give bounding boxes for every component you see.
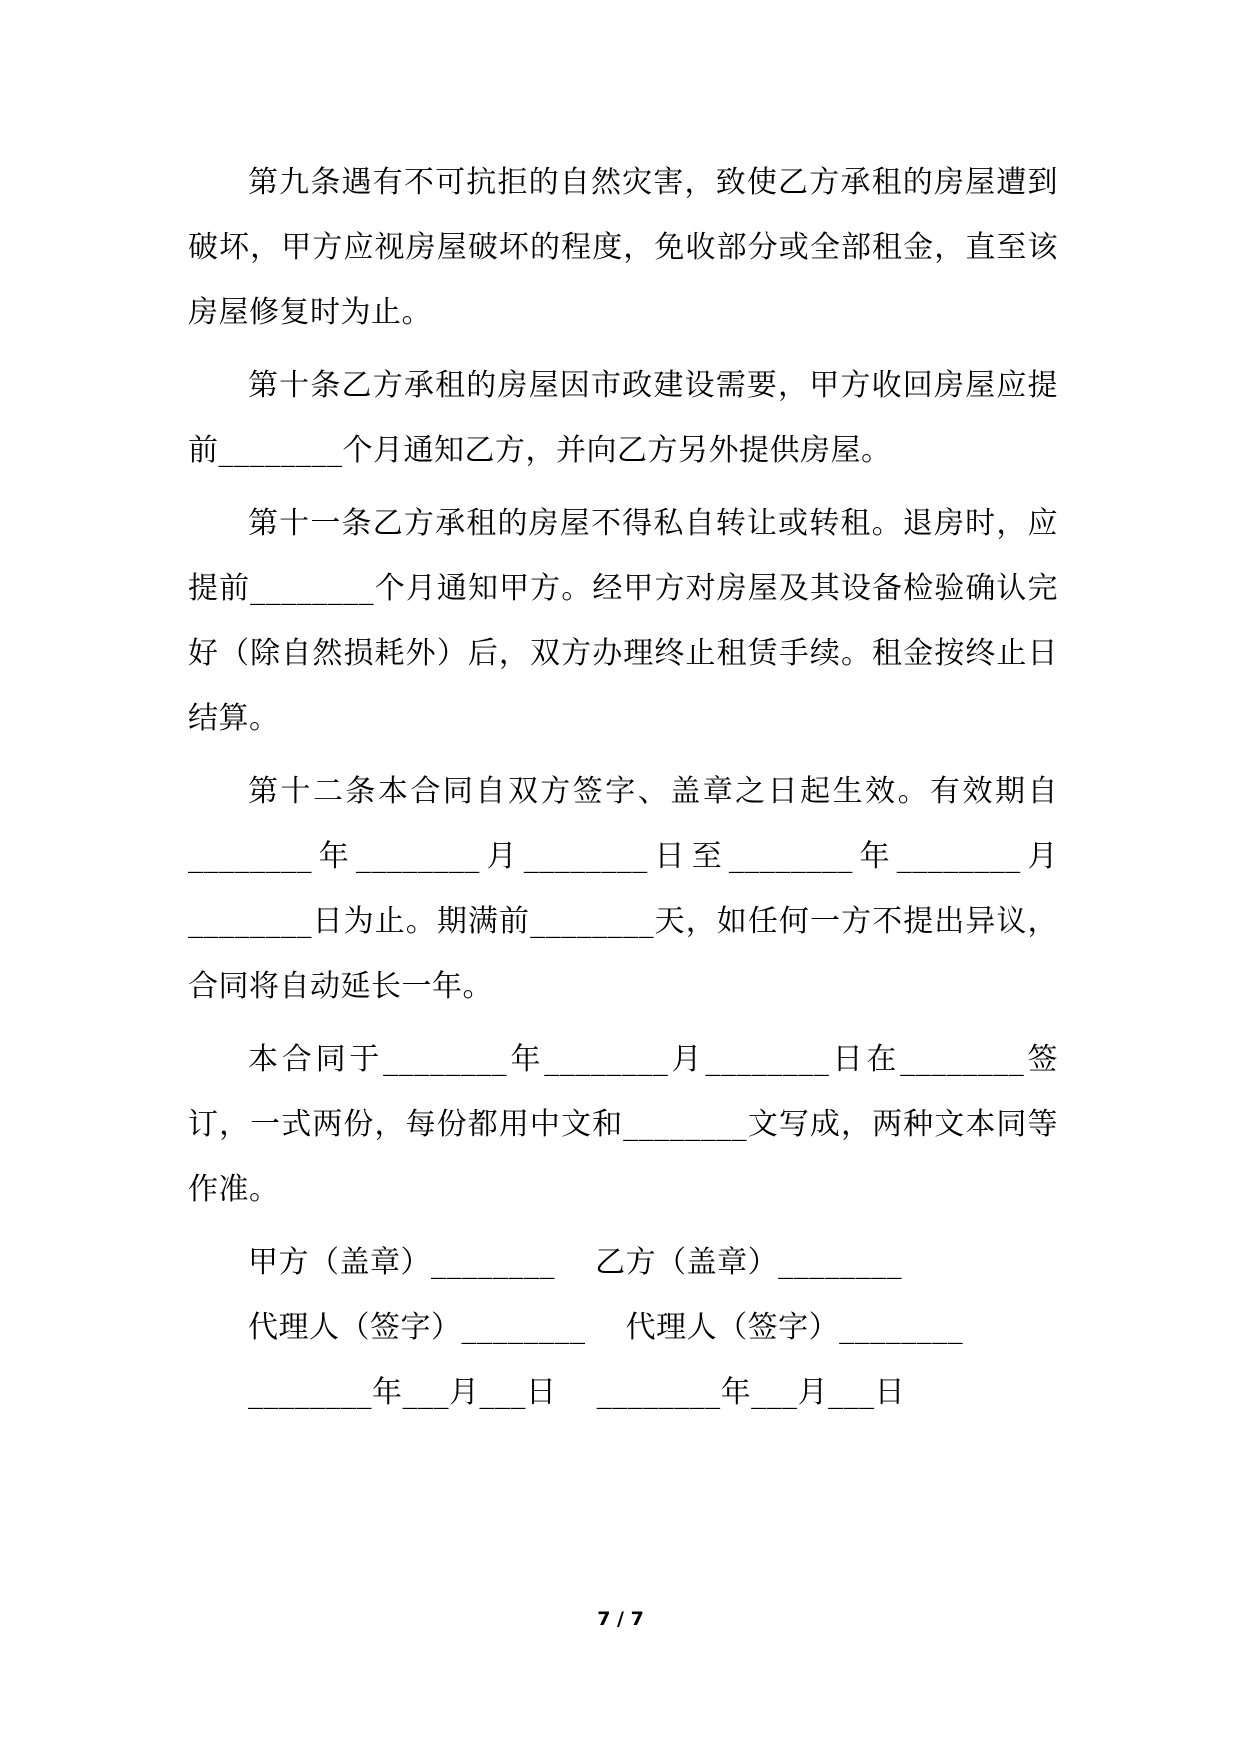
clause-11-paragraph: 第十一条乙方承租的房屋不得私自转让或转租。退房时，应提前________个月通知甲方。经甲方对房屋及其设备检验确认完好（除自然损耗外）后，双方办理终止租赁手续。租金按终止日结算。 xyxy=(188,506,1058,736)
signature-block xyxy=(248,1230,1058,1425)
clause-9-paragraph: 第九条遇有不可抗拒的自然灾害，致使乙方承租的房屋遭到破坏，甲方应视房屋破坏的程度，免收部分或全部租金，直至该房屋修复时为止。 xyxy=(188,165,1058,330)
clause-10-paragraph: 第十条乙方承租的房屋因市政建设需要，甲方收回房屋应提前________个月通知乙方，并向乙方另外提供房屋。 xyxy=(188,368,1058,468)
date-line: ________年___月___日 ________年___月___日 xyxy=(248,1375,906,1410)
document-page xyxy=(188,150,1058,1425)
clause-12-paragraph: 第十二条本合同自双方签字、盖章之日起生效。有效期自________年________月________日至________年________月________日为止。期满前________天，如任何一方不提出异议，合同将自动延长一年。 xyxy=(188,774,1058,1004)
seal-line: 甲方（盖章）________ 乙方（盖章）________ xyxy=(248,1245,903,1280)
agent-signature-line: 代理人（签字）________ 代理人（签字）________ xyxy=(248,1310,964,1345)
page-number: 7 / 7 xyxy=(597,1608,644,1630)
signing-paragraph: 本合同于________年________月________日在________签订，一式两份，每份都用中文和________文写成，两种文本同等作准。 xyxy=(188,1042,1058,1207)
